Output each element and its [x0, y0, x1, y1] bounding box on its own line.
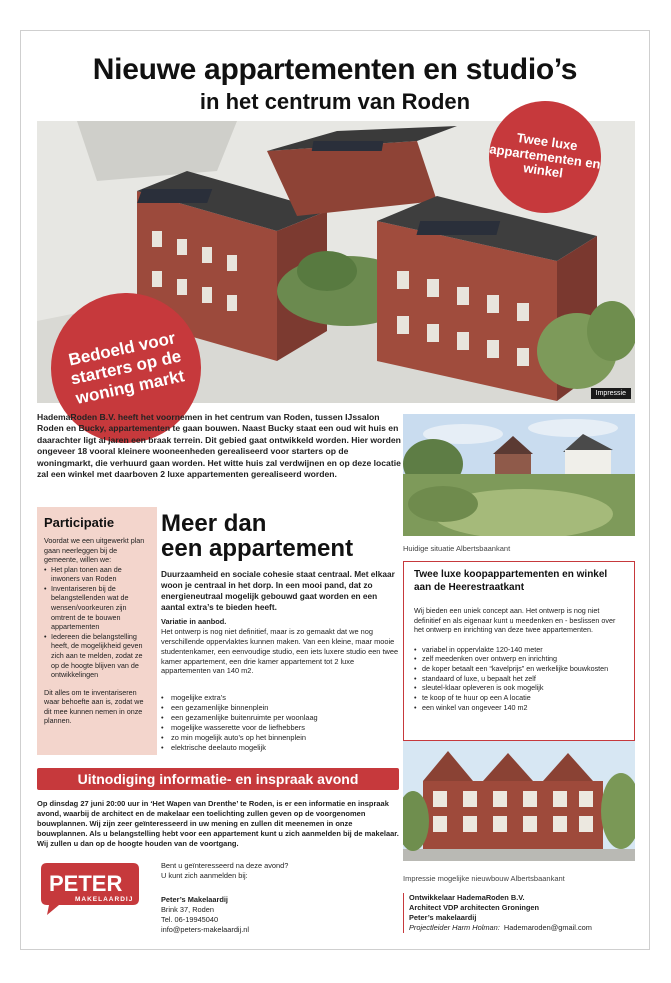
new-building-illustration — [403, 741, 635, 861]
meer-lead: Duurzaamheid en sociale cohesie staat centraal. Met elkaar woon je centraal in het dorp. In een mooi pand, dat zo energieneutraal mogelijk gebouwd gaat worden en een aantal extra’s te bieden heeft. — [161, 569, 395, 612]
koop-list — [414, 645, 624, 712]
contact-question — [161, 861, 288, 881]
logo-sub: MAKELAARDIJ — [75, 896, 134, 903]
logo-graphic — [37, 859, 147, 919]
page-subtitle: in het centrum van Roden — [199, 89, 471, 114]
contact-street: Brink 37, Roden — [161, 905, 214, 915]
list-item: • elektrische deelauto mogelijk — [161, 743, 399, 753]
contact-question-line2: U kunt zich aanmelden bij: — [161, 871, 248, 881]
current-situation-illustration — [403, 414, 635, 536]
participatie-box — [37, 507, 157, 755]
list-item: • variabel in oppervlakte 120-140 meter — [414, 645, 624, 655]
caption-new-building: Impressie mogelijke nieuwbouw Albertsbaankant — [403, 874, 565, 883]
list-item: • Inventariseren bij de belangstellenden wat de wensen/voorkeuren zijn omtrent de te bouwen appartementen — [44, 584, 151, 632]
photo-new-building-impression — [403, 741, 635, 861]
participatie-outro: Dit alles om te inventariseren waar behoefte aan is, zodat we dit mee kunnen nemen in onze plannen. — [44, 687, 144, 726]
list-item: • een winkel van ongeveer 140 m2 — [414, 703, 624, 713]
list-item: • sleutel-klaar opleveren is ook mogelijk — [414, 683, 624, 693]
uitnodiging-text: Op dinsdag 27 juni 20:00 uur in ‘Het Wapen van Drenthe’ te Roden, is er een informatie en inspraak avond, waarbij de architect en de makelaar een toelichting zullen geven op de voorgenomen bouwplannen. Wij zijn zeer geïnteresseerd in uw mening en zullen dit meenemen in onze bouwplannen. Als u belangstelling hebt voor een appartement kunt u zich aanmelden bij de makelaar. Wij zullen u dan op de hoogte houden van de voortgang. — [37, 799, 399, 848]
credits-block — [403, 893, 635, 933]
koop-box — [403, 561, 635, 741]
list-item: • zelf meedenken over ontwerp en inrichting — [414, 654, 624, 664]
list-item: • een gezamenlijke buitenruimte per woonlaag — [161, 713, 399, 723]
intro-paragraph: HademaRoden B.V. heeft het voornemen in het centrum van Roden, tussen IJssalon Roden en Bucky, appartementen te gaan bouwen. Naast Bucky staat een oud wit huis en daarachter ligt al jaren een braak terrein. Dit gebied gaat ontwikkeld worden. Hier worden ongeveer 18 vooral kleinere wooneenheden gerealiseerd voor starters op de woningmarkt, die verhuurd gaan worden. Het witte huis zal verdwijnen en op deze locatie zal een winkel met daarboven 2 luxe appartementen gerealiseerd worden. — [37, 412, 401, 480]
koop-title: Twee luxe koopappartementen en winkel aan de Heerestraatkant — [414, 569, 608, 593]
projectleider-label: Projectleider Harm Holman: — [409, 923, 500, 933]
page-title: Nieuwe appartementen en studio’s — [92, 53, 578, 86]
caption-current-situation: Huidige situatie Albertsbaankant — [403, 544, 511, 553]
list-item: • mogelijke extra’s — [161, 693, 399, 703]
logo-suffix: ’S — [127, 865, 137, 876]
participatie-list — [44, 565, 151, 680]
credit-makelaar: Peter’s makelaardij — [409, 913, 477, 923]
contact-email[interactable]: info@peters-makelaardij.nl — [161, 925, 250, 935]
list-item: • te koop of te huur op een A locatie — [414, 693, 624, 703]
credit-projectleider — [409, 923, 635, 933]
list-item: • zo min mogelijk auto’s op het binnenplein — [161, 733, 399, 743]
logo-name: PETER — [49, 871, 123, 896]
variatie-text: Het ontwerp is nog niet definitief, maar is zo gemaakt dat we nog verschillende oppervlaktes kunnen maken. Van een kleine, maar mooie studentenkamer, een eenvoudige studio, een iets luxere studio een twee kamer appartement, een drie kamer appartement tot 2 luxe appartementen van 140 m2. — [161, 627, 399, 676]
contact-phone: Tel. 06-19945040 — [161, 915, 219, 925]
extras-list — [161, 693, 399, 753]
impressie-tag: Impressie — [591, 388, 631, 399]
uitnodiging-title: Uitnodiging informatie- en inspraak avond — [37, 768, 399, 790]
badge-starters: Bedoeld voor starters op de woning markt — [37, 279, 215, 457]
peters-makelaardij-logo — [37, 859, 147, 919]
credit-architect: Architect VDP architecten Groningen — [409, 903, 540, 913]
list-item: • de koper betaalt een “kavelprijs” en werkelijke bouwkosten — [414, 664, 624, 674]
advertisement-page — [20, 30, 650, 950]
meer-title — [161, 511, 353, 561]
variatie-heading: Variatie in aanbod. — [161, 617, 227, 626]
projectleider-email[interactable]: Hademaroden@gmail.com — [503, 923, 592, 933]
contact-company: Peter’s Makelaardij — [161, 895, 228, 904]
meer-title-line2: een appartement — [161, 535, 354, 563]
contact-question-line1: Bent u geïnteresseerd na deze avond? — [161, 861, 289, 870]
list-item: • standaard of luxe, u bepaalt het zelf — [414, 674, 624, 684]
badge-luxe-appartementen: Twee luxe appartementen en winkel — [482, 94, 608, 220]
list-item: • Iedereen die belangstelling heeft, de mogelijkheid geven zich aan te melden, zodat ze op de hoogte blijven van de ontwikkelingen — [44, 632, 151, 680]
participatie-title: Participatie — [44, 515, 115, 530]
contact-address — [161, 895, 249, 935]
meer-title-line1: Meer dan — [161, 510, 267, 537]
photo-current-situation — [403, 414, 635, 536]
list-item: • Het plan tonen aan de inwoners van Roden — [44, 565, 151, 584]
participatie-lead: Voordat we een uitgewerkt plan gaan neerleggen bij de gemeente, willen we: — [44, 536, 145, 565]
list-item: • een gezamenlijke binnenplein — [161, 703, 399, 713]
list-item: • mogelijke wasserette voor de liefhebbers — [161, 723, 399, 733]
credit-developer: Ontwikkelaar HademaRoden B.V. — [409, 893, 525, 902]
koop-intro: Wij bieden een uniek concept aan. Het ontwerp is nog niet definitief en als eigenaar kunt u meedenken en - beslissen over het ontwerp en inrichting van deze twee appartementen. — [414, 606, 616, 635]
